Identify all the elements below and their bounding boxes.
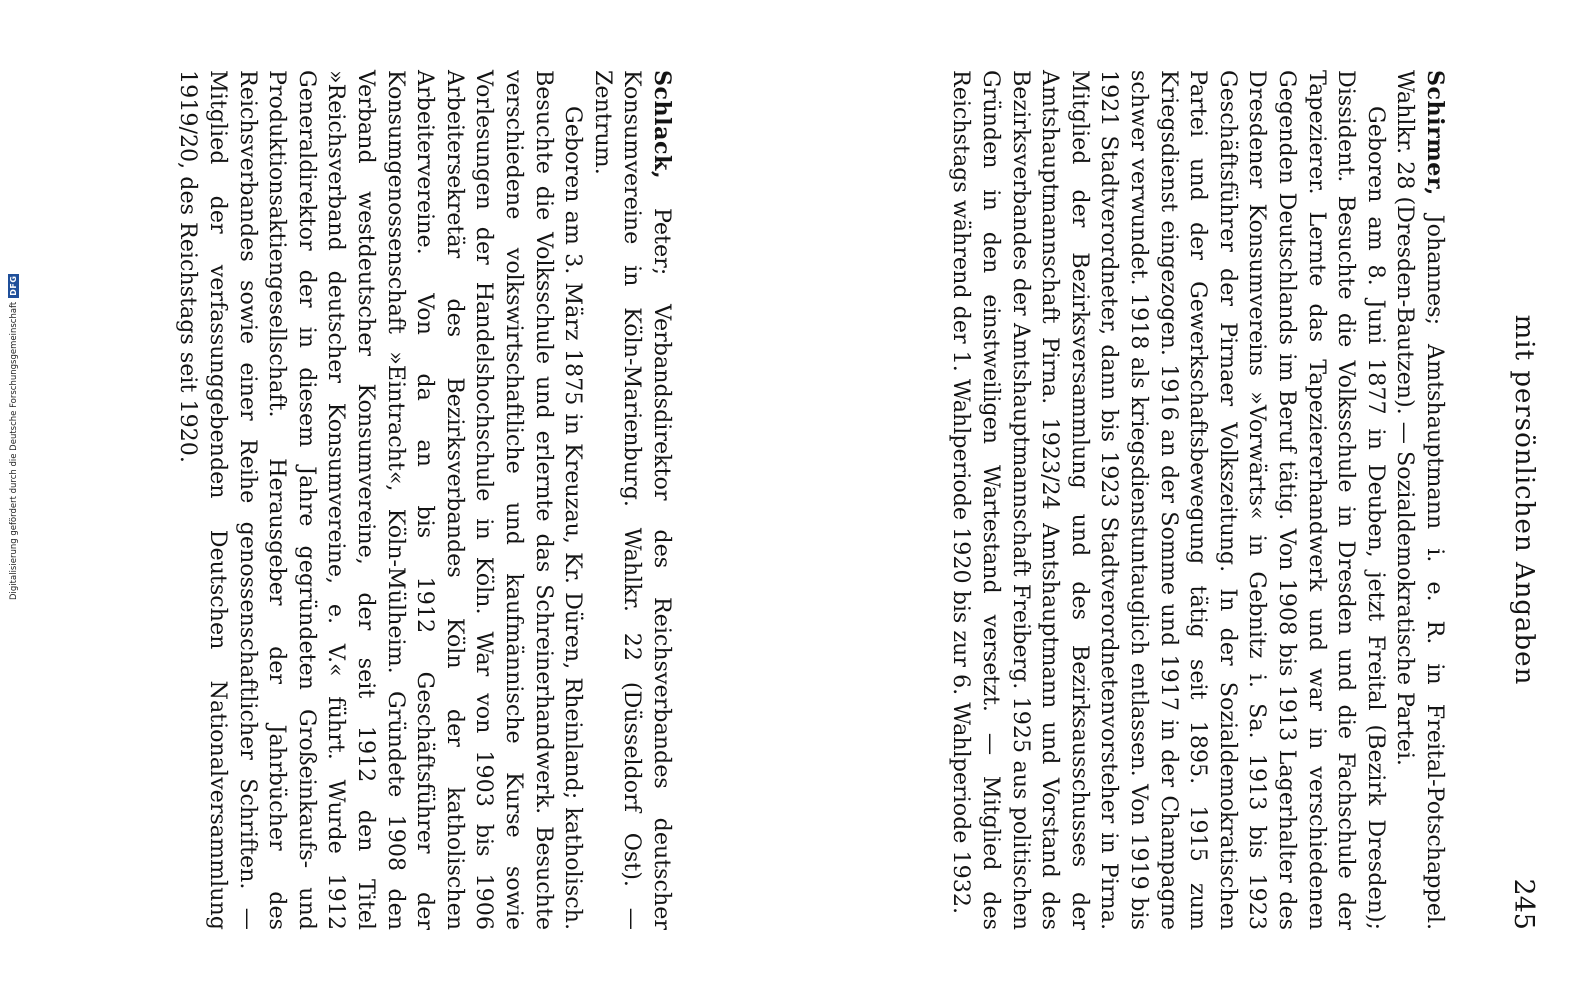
entry-heading [1390,70,1449,930]
dfg-logo: DFG [9,275,18,296]
page-number: 245 [1508,878,1539,930]
biography-entry-schirmer [946,70,1449,930]
biography-entry-schlack [173,70,676,930]
funding-note [8,274,19,600]
entry-heading [587,70,676,930]
running-head: mit persönlichen Angaben [1509,314,1539,686]
entry-body: Geboren am 3. März 1875 in Kreuzau, Kr. Düren, Rheinland; katholisch. Besuchte die Volksschule und erlernte das Schreinerhandwerk. Besuchte verschiedene volkswirtschaftliche und kaufmännische Kurse sowie Vorlesungen der Handelshochschule in Köln. War von 1903 bis 1906 Arbeitersekretär des Bezirksverbandes Köln der katholischen Arbeitervereine. Von da an bis 1912 Geschäftsführer der Konsumgenossenschaft »Eintracht«, Köln-Mülheim. Gründete 1908 den Verband westdeutscher Konsumvereine, der seit 1912 den Titel »Reichsverband deutscher Konsumvereine, e. V.« führt. Wurde 1912 Generaldirektor der in diesem Jahre gegründeten Großeinkaufs- und Produktionsaktiengesellschaft. Herausgeber der Jahrbücher des Reichsverbandes sowie einer Reihe genossenschaftlicher Schriften. — Mitglied der verfassunggebenden Deutschen Nationalversammlung 1919/20, des Reichstags seit 1920. [175,70,587,930]
entry-heading-text: Johannes; Amtshauptmann i. e. R. in Freital-Potschappel. Wahlkr. 28 (Dresden-Bautzen). — Sozialdemokratische Partei. [1392,70,1448,930]
funding-note-text: Digitalisierung gefördert durch die Deutsche Forschungsgemeinschaft [8,301,19,600]
entry-body: Geboren am 8. Juni 1877 in Deuben, jetzt Freital (Bezirk Dresden); Dissident. Besuchte die Volksschule in Dresden und die Fachschule der Tapezierer. Lernte das Tapeziererhandwerk und war in verschiedenen Gegenden Deutschlands im Beruf tätig. Von 1908 bis 1913 Lagerhalter des Dresdener Konsumvereins »Vorwärts« in Gebnitz i. Sa. 1913 bis 1923 Geschäftsführer der Pirnaer Volkszeitung. In der Sozialdemokratischen Partei und der Gewerkschaftsbewegung tätig seit 1895. 1915 zum Kriegsdienst eingezogen. 1916 an der Somme und 1917 in der Champagne schwer verwundet. 1918 als kriegsdienstuntauglich entlassen. Von 1919 bis 1921 Stadtverordneter, dann bis 1923 Stadtverordnetenvorsteher in Pirna. Mitglied der Bezirksversammlung und des Bezirksausschusses der Amtshauptmannschaft Pirna. 1923/24 Amtshauptmann und Vorstand des Bezirksverbandes der Amtshauptmannschaft Freiberg. 1925 aus politischen Gründen in den einstweiligen Wartestand versetzt. — Mitglied des Reichstags während der 1. Wahlperiode 1920 bis zur 6. Wahlperiode 1932. [948,70,1389,930]
entry-heading-text: Peter; Verbandsdirektor des Reichsverbandes deutscher Konsumvereine in Köln-Marienburg. Wahlkr. 22 (Düsseldorf Ost). — Zentrum. [589,70,675,930]
page-header [1499,70,1539,930]
entry-name: Schirmer, [1422,70,1448,196]
entry-name: Schlack, [649,70,675,180]
